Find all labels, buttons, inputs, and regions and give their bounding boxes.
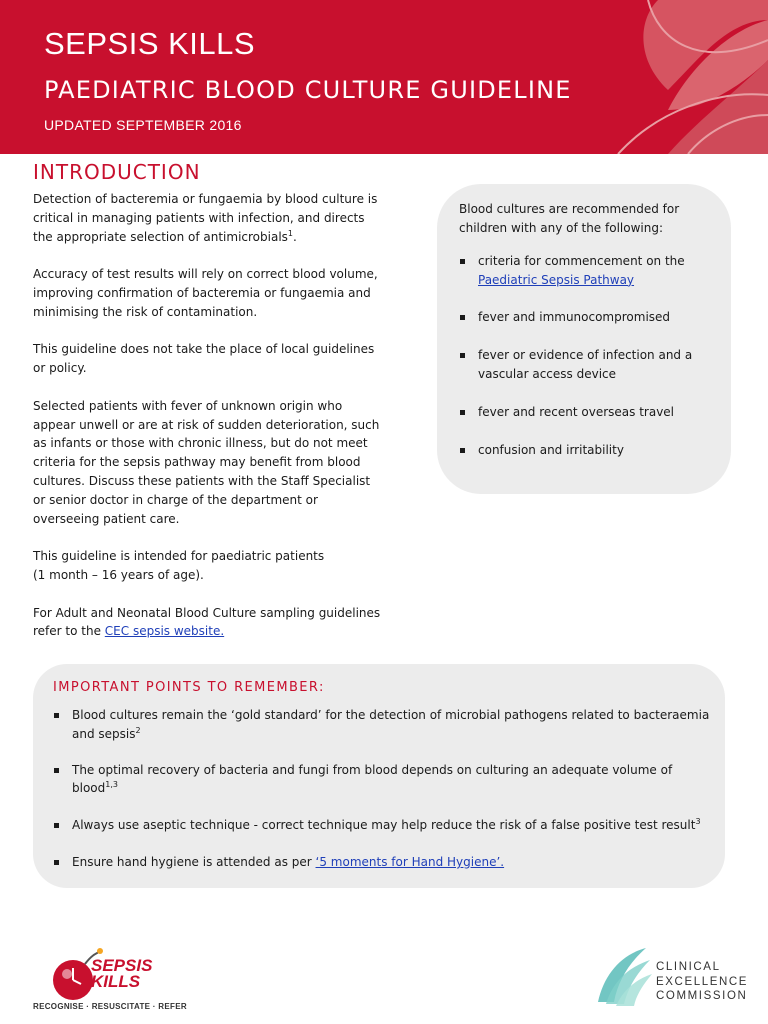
intro-paragraph: For Adult and Neonatal Blood Culture sampling guidelines refer to the CEC sepsis website. bbox=[33, 605, 381, 639]
list-item: fever and recent overseas travel bbox=[459, 403, 721, 422]
intro-paragraph: This guideline does not take the place of local guidelines or policy. bbox=[33, 342, 375, 376]
hand-hygiene-link[interactable]: ‘5 moments for Hand Hygiene’. bbox=[315, 854, 505, 869]
important-points-box bbox=[33, 664, 725, 888]
recommendation-box bbox=[437, 184, 731, 494]
list-item: fever and immunocompromised bbox=[459, 308, 721, 327]
cec-logo bbox=[594, 944, 754, 1008]
list-item: fever or evidence of infection and a vascular access device bbox=[459, 346, 721, 384]
sepsis-kills-wordmark: SEPSIS KILLS bbox=[91, 956, 153, 991]
recommendation-list bbox=[459, 252, 721, 459]
header-banner bbox=[0, 0, 768, 154]
intro-paragraph: Detection of bacteremia or fungaemia by blood culture is critical in managing patients with infection, and directs the appropriate selection of antimicrobials$^1$. bbox=[33, 192, 378, 244]
list-item: Ensure hand hygiene is attended as per ‘5 moments for Hand Hygiene’. bbox=[53, 853, 713, 872]
list-item: Always use aseptic technique - correct technique may help reduce the risk of a false positive test result$^3$ bbox=[53, 816, 713, 835]
page-subtitle: PAEDIATRIC BLOOD CULTURE GUIDELINE bbox=[44, 76, 572, 104]
recommendation-intro: Blood cultures are recommended for children with any of the following: bbox=[459, 202, 680, 235]
list-item: confusion and irritability bbox=[459, 441, 721, 460]
page-title: SEPSIS KILLS bbox=[44, 26, 256, 61]
updated-date: UPDATED SEPTEMBER 2016 bbox=[44, 117, 242, 133]
important-points-heading: IMPORTANT POINTS TO REMEMBER: bbox=[53, 680, 325, 695]
introduction-heading: INTRODUCTION bbox=[33, 160, 201, 184]
cec-wave-icon bbox=[594, 944, 654, 1008]
list-item: The optimal recovery of bacteria and fungi from blood depends on culturing an adequate volume of blood$^{1,3}$ bbox=[53, 761, 713, 799]
intro-paragraph: Selected patients with fever of unknown origin who appear unwell or are at risk of sudden deterioration, such as infants or those with chronic illness, but do not meet criteria for the sepsis pathway may benefit from blood cultures. Discuss these patients with the Staff Specialist or senior doctor in charge of the department or overseeing patient care. bbox=[33, 398, 380, 526]
sepsis-tagline: RECOGNISE · RESUSCITATE · REFER bbox=[33, 1002, 187, 1011]
header-petal-decoration-icon bbox=[598, 0, 768, 154]
sepsis-kills-logo bbox=[33, 944, 187, 1016]
list-item: criteria for commencement on the Paediatric Sepsis Pathway bbox=[459, 252, 721, 290]
cec-wordmark: CLINICAL EXCELLENCE COMMISSION bbox=[656, 961, 749, 1002]
intro-paragraph: This guideline is intended for paediatric patients (1 month – 16 years of age). bbox=[33, 549, 325, 582]
paediatric-sepsis-pathway-link[interactable]: Paediatric Sepsis Pathway bbox=[478, 272, 635, 287]
cec-sepsis-website-link[interactable]: CEC sepsis website. bbox=[104, 624, 225, 639]
intro-paragraph: Accuracy of test results will rely on correct blood volume, improving confirmation of bacteremia or fungaemia and minimising the risk of contamination. bbox=[33, 267, 378, 319]
introduction-body bbox=[33, 190, 385, 660]
important-points-list bbox=[53, 706, 713, 872]
list-item: Blood cultures remain the ‘gold standard’ for the detection of microbial pathogens related to bacteraemia and sepsis$^2$ bbox=[53, 706, 713, 744]
